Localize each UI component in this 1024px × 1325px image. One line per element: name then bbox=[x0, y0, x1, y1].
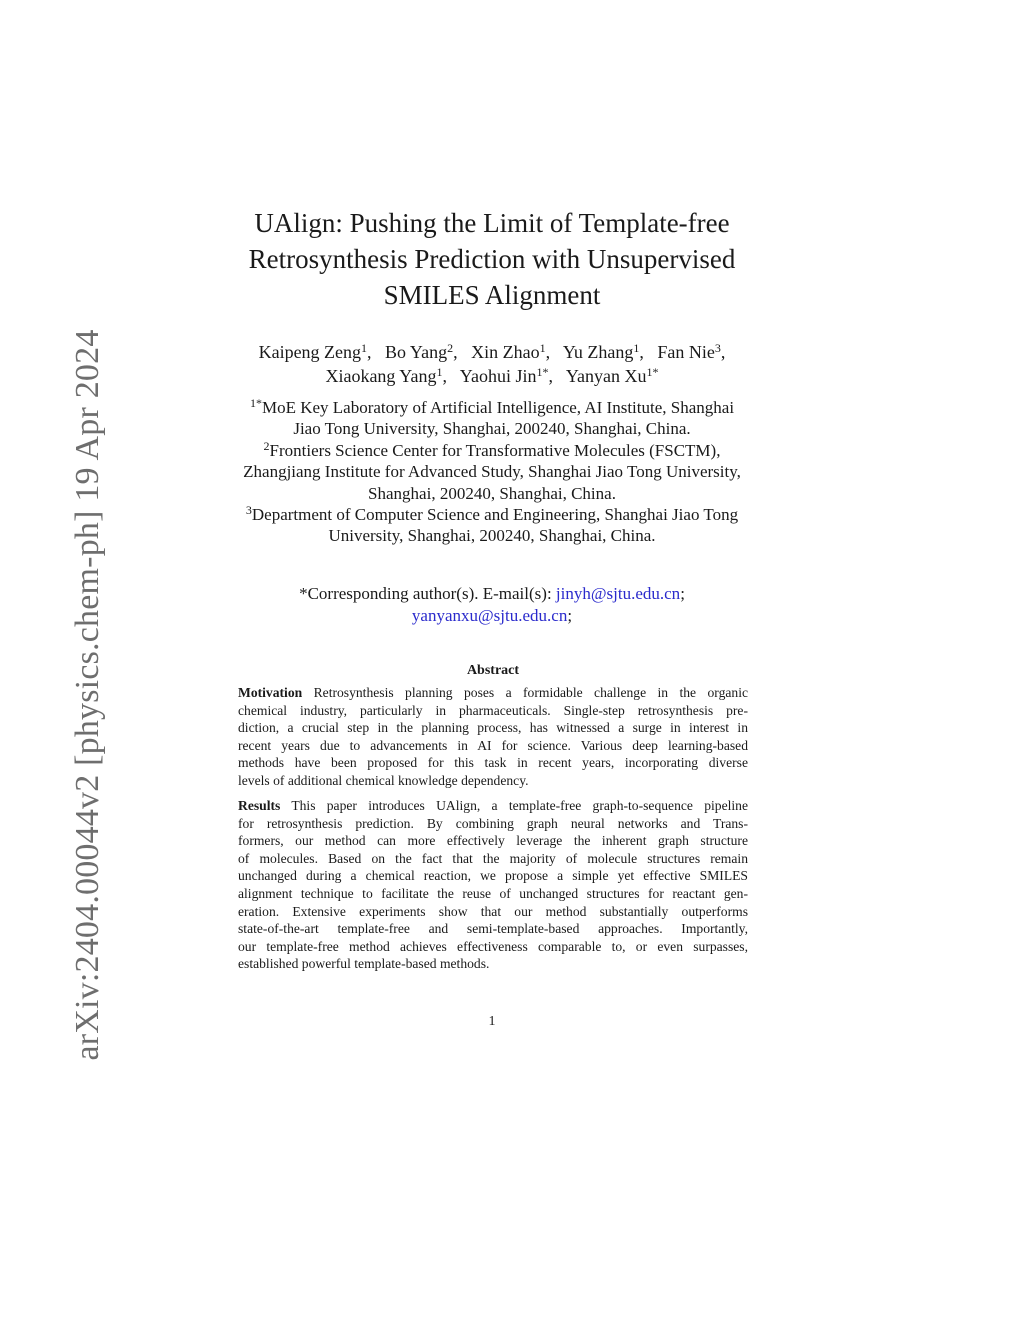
abstract-line: established powerful template-based methods. bbox=[238, 956, 490, 972]
author-separator: , bbox=[453, 342, 458, 362]
author-name: Xiaokang Yang bbox=[325, 366, 437, 386]
author-affiliation-mark: 1 bbox=[633, 341, 640, 355]
email-link-yanyanxu[interactable]: yanyanxu@sjtu.edu.cn bbox=[411, 606, 568, 625]
author-name: Bo Yang bbox=[385, 342, 448, 362]
affiliation-text: Department of Computer Science and Engineering, Shanghai Jiao Tong bbox=[251, 505, 739, 525]
abstract-line: levels of additional chemical knowledge dependency. bbox=[238, 772, 529, 788]
author-name: Kaipeng Zeng bbox=[258, 342, 362, 362]
abstract-line: of molecules. Based on the fact that the majority of molecule structures remain bbox=[238, 850, 748, 866]
affiliation-text: MoE Key Laboratory of Artificial Intelligence, AI Institute, Shanghai bbox=[261, 398, 735, 417]
author-affiliation-mark: 3 bbox=[714, 341, 721, 355]
abstract-line bbox=[238, 684, 748, 702]
author-affiliation-mark: 1* bbox=[536, 365, 549, 379]
abstract-line: alignment technique to facilitate the reuse of unchanged structures for reactant gen- bbox=[238, 885, 748, 901]
author-line bbox=[190, 364, 794, 388]
abstract-line: state-of-the-art template-free and semi-template-based approaches. Importantly, bbox=[238, 921, 748, 937]
email-separator: ; bbox=[680, 584, 685, 603]
author bbox=[259, 342, 372, 362]
paper-title bbox=[190, 205, 794, 313]
correspondence-line bbox=[190, 605, 794, 627]
affiliation-line bbox=[190, 440, 794, 461]
results-label: Results bbox=[238, 798, 281, 813]
abstract-line: formers, our method can more effectively leverage the inherent graph structure bbox=[238, 833, 748, 849]
abstract-line: chemical industry, particularly in pharmaceuticals. Single-step retrosynthesis pre- bbox=[238, 702, 748, 718]
author-separator: , bbox=[720, 342, 726, 362]
corresponding-authors bbox=[190, 583, 794, 627]
author-affiliation-mark: 1 bbox=[361, 341, 368, 355]
author bbox=[460, 366, 553, 386]
correspondence-prefix: *Corresponding author(s). E-mail(s): bbox=[299, 584, 556, 603]
abstract-line: for retrosynthesis prediction. By combining graph neural networks and Trans- bbox=[238, 815, 748, 831]
affiliation-line: Jiao Tong University, Shanghai, 200240, Shanghai, China. bbox=[293, 419, 691, 439]
arxiv-identifier-stamp: arXiv:2404.00044v2 [physics.chem-ph] 19 Apr 2024 bbox=[69, 329, 106, 1061]
affiliation-line bbox=[190, 504, 794, 525]
author-line bbox=[190, 340, 794, 364]
author-affiliation-mark: 1 bbox=[436, 365, 443, 379]
affiliation-text: Frontiers Science Center for Transformative Molecules (FSCTM), bbox=[269, 440, 721, 460]
title-line: UAlign: Pushing the Limit of Template-free bbox=[254, 208, 730, 238]
author bbox=[325, 366, 447, 386]
author-list bbox=[190, 340, 794, 388]
author-name: Xin Zhao bbox=[471, 342, 540, 362]
affiliation-mark: 1* bbox=[249, 396, 262, 410]
author-affiliation-mark: 1* bbox=[646, 365, 659, 379]
author-separator: , bbox=[367, 342, 372, 362]
author-name: Fan Nie bbox=[657, 342, 715, 362]
author-separator: , bbox=[548, 366, 553, 386]
affiliation-line: Zhangjiang Institute for Advanced Study, Shanghai Jiao Tong University, bbox=[243, 462, 741, 482]
motivation-label: Motivation bbox=[238, 685, 303, 700]
author-separator: , bbox=[639, 342, 644, 362]
page-number: 1 bbox=[488, 1014, 496, 1029]
author-separator: , bbox=[545, 342, 551, 362]
abstract-line: diction, a crucial step in the planning process, has witnessed a surge in interest in bbox=[238, 720, 748, 736]
correspondence-line bbox=[190, 583, 794, 605]
abstract-line: methods have been proposed for this task in recent years, incorporating diverse bbox=[238, 755, 748, 771]
affiliation-mark: 3 bbox=[245, 503, 252, 518]
author bbox=[471, 342, 550, 362]
author-affiliation-mark: 2 bbox=[447, 341, 454, 355]
abstract-line: eration. Extensive experiments show that our method substantially outperforms bbox=[238, 903, 748, 919]
abstract-heading: Abstract bbox=[466, 663, 520, 678]
abstract-text: Retrosynthesis planning poses a formidable challenge in the organic bbox=[313, 685, 749, 700]
abstract-motivation-paragraph bbox=[238, 684, 748, 790]
author bbox=[563, 342, 644, 362]
affiliation-mark: 2 bbox=[263, 438, 270, 453]
author-name: Yaohui Jin bbox=[459, 366, 537, 386]
author-affiliation-mark: 1 bbox=[539, 341, 546, 355]
title-line: Retrosynthesis Prediction with Unsupervised bbox=[248, 244, 736, 274]
affiliation-line bbox=[190, 397, 794, 418]
affiliation-line: University, Shanghai, 200240, Shanghai, China. bbox=[328, 526, 656, 546]
abstract-line: unchanged during a chemical reaction, we propose a simple yet effective SMILES bbox=[238, 868, 748, 884]
abstract-results-paragraph bbox=[238, 797, 748, 973]
abstract-line: recent years due to advancements in AI for science. Various deep learning-based bbox=[238, 737, 748, 753]
author bbox=[385, 342, 458, 362]
author bbox=[566, 366, 659, 386]
author-name: Yu Zhang bbox=[562, 342, 634, 362]
email-separator: ; bbox=[567, 606, 573, 625]
author-separator: , bbox=[442, 366, 447, 386]
abstract-line bbox=[238, 797, 748, 815]
email-link-jinyh[interactable]: jinyh@sjtu.edu.cn bbox=[555, 584, 681, 603]
abstract-line: our template-free method achieves effectiveness comparable to, or even surpasses, bbox=[238, 938, 748, 954]
author bbox=[657, 342, 725, 362]
affiliation-line: Shanghai, 200240, Shanghai, China. bbox=[368, 483, 616, 503]
abstract-text: This paper introduces UAlign, a template-free graph-to-sequence pipeline bbox=[291, 798, 748, 813]
author-name: Yanyan Xu bbox=[565, 366, 647, 386]
affiliation-list bbox=[190, 397, 794, 547]
title-line: SMILES Alignment bbox=[383, 280, 601, 310]
